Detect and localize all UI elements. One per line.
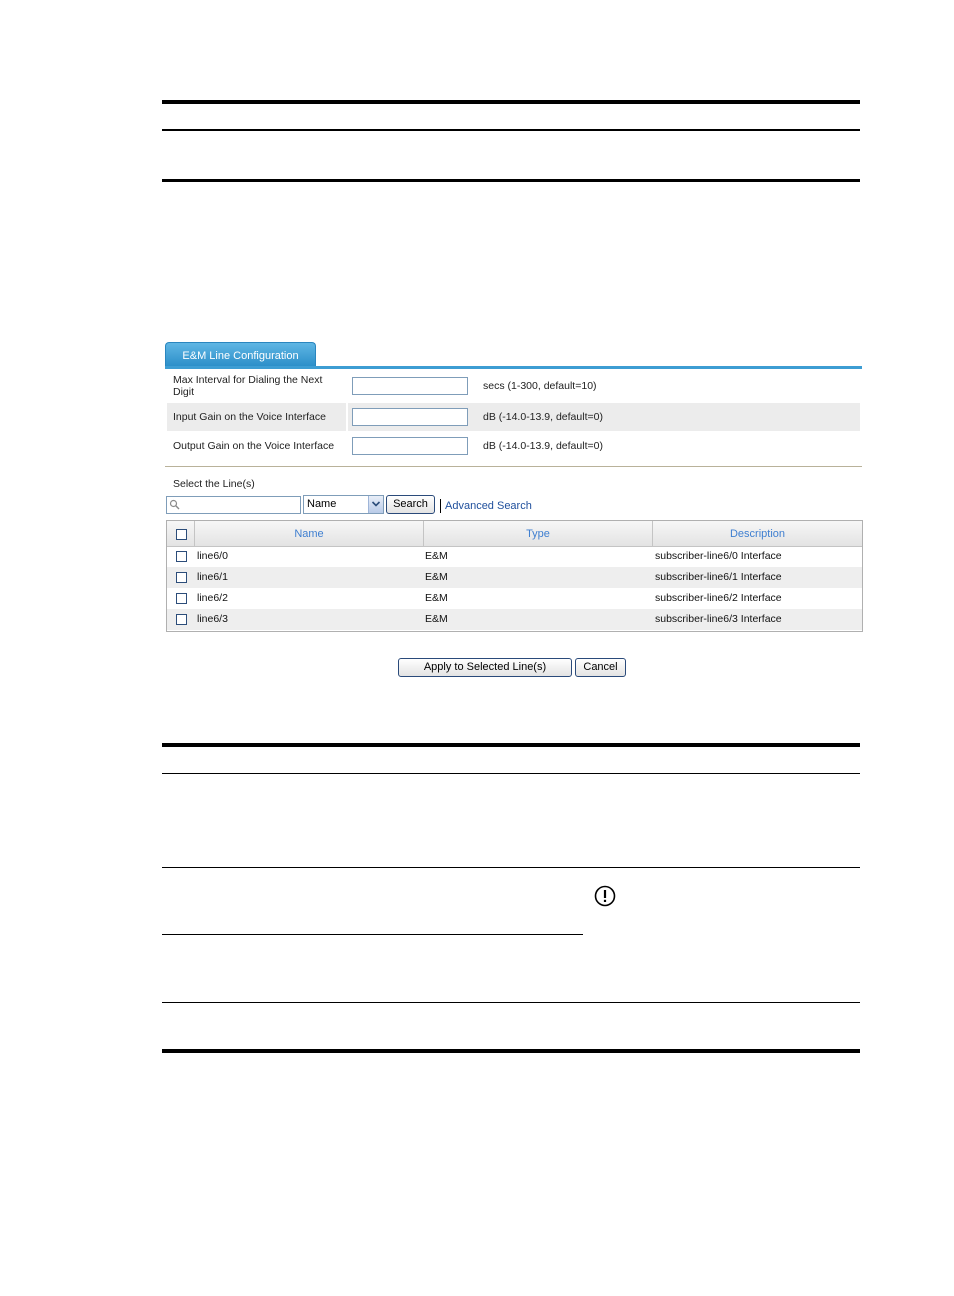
max-interval-input[interactable] [352,377,468,395]
magnifier-icon [169,499,181,511]
bottom-table-rule [162,743,860,747]
apply-to-selected-button[interactable]: Apply to Selected Line(s) [398,658,572,677]
input-gain-hint: dB (-14.0-13.9, default=0) [483,411,603,423]
max-interval-label [173,374,322,398]
cell-name: line6/1 [197,571,228,583]
cell-name: line6/3 [197,613,228,625]
input-gain-label: Input Gain on the Voice Interface [173,411,326,423]
table-header [167,521,862,547]
form-row-input-gain [167,403,860,431]
cell-type: E&M [425,613,448,625]
row-checkbox[interactable] [176,572,187,583]
form-col-separator [346,403,348,431]
top-table-header-rule [162,129,860,131]
bottom-table-row-rule [162,1002,860,1003]
column-header-name[interactable]: Name [294,528,324,540]
output-gain-input[interactable] [352,437,468,455]
bottom-table-inner-rule [162,934,583,935]
table-row[interactable] [167,588,862,609]
row-checkbox[interactable] [176,593,187,604]
cell-description: subscriber-line6/2 Interface [655,592,782,604]
bottom-table-row-rule [162,867,860,868]
cell-type: E&M [425,592,448,604]
output-gain-hint: dB (-14.0-13.9, default=0) [483,440,603,452]
important-icon [594,885,616,912]
cell-name: line6/0 [197,550,228,562]
input-gain-input[interactable] [352,408,468,426]
table-row[interactable] [167,546,862,567]
bottom-table-bottom-rule [162,1049,860,1053]
cell-description: subscriber-line6/0 Interface [655,550,782,562]
form-bottom-divider [165,466,862,467]
max-interval-label-line1: Max Interval for Dialing the Next [173,374,323,386]
tab-underline [165,366,862,369]
bottom-table-header-rule [162,773,860,774]
select-all-checkbox[interactable] [176,529,187,540]
search-field-select[interactable] [303,495,384,514]
cell-name: line6/2 [197,592,228,604]
chevron-down-icon[interactable] [368,496,383,513]
search-field-select-value: Name [307,498,337,510]
cell-description: subscriber-line6/1 Interface [655,571,782,583]
lines-table [166,520,863,632]
tab-em-line-configuration[interactable]: E&M Line Configuration [165,342,316,366]
cell-type: E&M [425,571,448,583]
advanced-search-link[interactable]: Advanced Search [445,500,532,512]
form-row-output-gain [167,432,860,462]
cell-description: subscriber-line6/3 Interface [655,613,782,625]
row-checkbox[interactable] [176,551,187,562]
column-header-type[interactable]: Type [526,528,550,540]
search-input[interactable] [166,496,301,514]
table-row[interactable] [167,609,862,630]
search-button[interactable]: Search [386,495,435,514]
output-gain-label: Output Gain on the Voice Interface [173,440,335,452]
form-row-max-interval [167,372,860,402]
cancel-button[interactable]: Cancel [575,658,626,677]
table-row[interactable] [167,567,862,588]
max-interval-label-line2: Digit [173,386,195,398]
top-table-bottom-rule [162,179,860,182]
max-interval-hint: secs (1-300, default=10) [483,380,597,392]
cell-type: E&M [425,550,448,562]
top-table-rule [162,100,860,104]
link-separator [440,499,441,513]
column-header-description[interactable]: Description [729,528,786,540]
select-lines-label: Select the Line(s) [173,478,255,490]
row-checkbox[interactable] [176,614,187,625]
